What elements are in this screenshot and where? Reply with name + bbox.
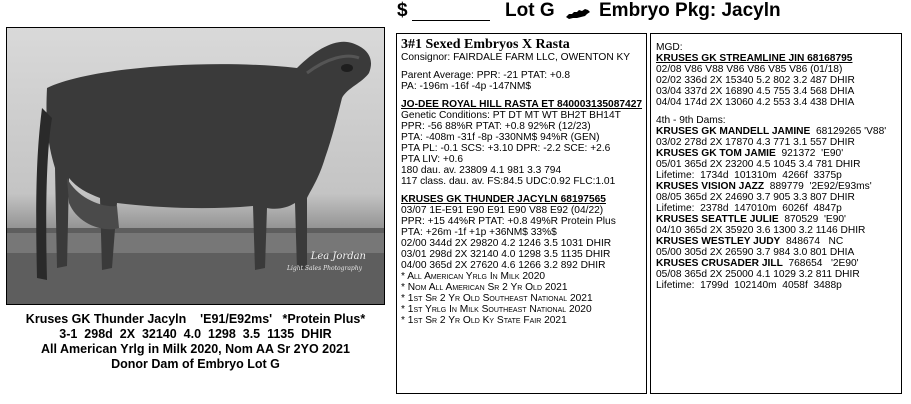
sire-info-line: PTA LIV: +0.6: [401, 154, 464, 165]
caption-line: Kruses GK Thunder Jacyln 'E91/E92ms' *Protein Plus*: [25, 312, 366, 326]
photo-caption: [6, 312, 385, 372]
dam-entry-line: 05/08 365d 2X 25000 4.1 1029 3.2 811 DHIR: [656, 269, 860, 280]
dam-entry-name: KRUSES WESTLEY JUDY: [656, 236, 781, 247]
dam-entry-line: 03/02 278d 2X 17870 4.3 771 3.1 557 DHIR: [656, 137, 855, 148]
sire-info-line: Genetic Conditions: PT DT MT WT BH2T BH14T: [401, 110, 621, 121]
maternal-line-box: [650, 33, 902, 394]
mgd-info-line: 04/04 174d 2X 13060 4.2 553 3.4 438 DHIA: [656, 97, 855, 108]
dam-entry-line: 05/01 365d 2X 23200 4.5 1045 3.4 781 DHIR: [656, 159, 861, 170]
caption-line: Donor Dam of Embryo Lot G: [111, 357, 280, 371]
lot-details-box: [396, 33, 647, 394]
dam-entry-tail: 889779 '2E92/E93ms': [764, 181, 872, 192]
dam-info-line: PPR: +15 44%R PTAT: +0.8 49%R Protein Plus: [401, 216, 616, 227]
dam-entry-name: KRUSES CRUSADER JILL: [656, 258, 783, 269]
dam-entry-heading: [656, 126, 896, 137]
sire-name: JO-DEE ROYAL HILL RASTA ET 840003135087427: [401, 99, 643, 110]
dam-entry-name: KRUSES SEATTLE JULIE: [656, 214, 779, 225]
price-blank-line: [412, 20, 490, 21]
dam-name: KRUSES GK THUNDER JACYLN 68197565: [401, 194, 606, 205]
kentucky-outline-icon: [565, 4, 591, 26]
dam-info: [401, 205, 642, 271]
dam-entry-heading: [656, 258, 896, 269]
mgd-label: MGD:: [656, 42, 683, 53]
photo-credit-sub: Light Sales Photography: [287, 265, 362, 272]
dam-entry-tail: 848674 NC: [780, 236, 844, 247]
caption-line: 3-1 298d 2X 32140 4.0 1298 3.5 1135 DHIR: [59, 327, 332, 341]
sire-info-line: 180 dau. av. 23809 4.1 981 3.3 794: [401, 165, 562, 176]
dam-info-line: 02/00 344d 2X 29820 4.2 1246 3.5 1031 DHIR: [401, 238, 612, 249]
photo-credit: Lea Jordan: [310, 251, 366, 262]
dam-entry-line: 05/00 305d 2X 26590 3.7 984 3.0 801 DHIA: [656, 247, 855, 258]
embryo-pkg-label: Embryo Pkg: Jacyln: [599, 0, 781, 21]
dam-entry-tail: 68129265 'V88': [810, 126, 887, 137]
lot-title: 3#1 Sexed Embryos X Rasta: [401, 37, 570, 52]
dam-entry-name: KRUSES GK MANDELL JAMINE: [656, 126, 811, 137]
sire-info-line: PTA: -408m -31f -8p -330NM$ 94%R (GEN): [401, 132, 600, 143]
dams-label: 4th - 9th Dams:: [656, 115, 726, 126]
caption-line: All American Yrlg in Milk 2020, Nom AA Sr 2YO 2021: [41, 342, 350, 356]
sire-info-line: 117 class. dau. av. FS:84.5 UDC:0.92 FLC:1.01: [401, 176, 616, 187]
dam-entry-tail: 768654 '2E90': [782, 258, 859, 269]
dam-info-line: 03/01 298d 2X 32140 4.0 1298 3.5 1135 DHIR: [401, 249, 611, 260]
dam-info-line: 03/07 1E-E91 E90 E91 E90 V88 E92 (04/22): [401, 205, 604, 216]
dam-info-line: PTA: +26m -1f +1p +36NM$ 33%$: [401, 227, 557, 238]
dam-entry-line: Lifetime: 2378d 147010m 6026f 4847p: [656, 203, 842, 214]
honor-line: * Nom All American Sr 2 Yr Old 2021: [401, 282, 568, 293]
price-dollar-sign: $: [397, 0, 408, 21]
dam-entry-line: Lifetime: 1799d 102140m 4058f 3488p: [656, 280, 842, 291]
cow-illustration: [7, 28, 385, 305]
sire-info: [401, 110, 642, 187]
dam-entry-heading: [656, 181, 896, 192]
sire-info-line: PPR: -56 88%R PTAT: +0.8 92%R (12/23): [401, 121, 591, 132]
sire-info-line: PTA PL: -0.1 SCS: +3.10 DPR: -2.2 SCE: +2.6: [401, 143, 611, 154]
dam-honors: [401, 271, 642, 326]
mgd-info: [656, 64, 896, 108]
dams-list: [656, 126, 896, 291]
honor-line: * 1st Sr 2 Yr Old Ky State Fair 2021: [401, 315, 567, 326]
mgd-info-line: 02/02 336d 2X 15340 5.2 802 3.2 487 DHIR: [656, 75, 855, 86]
consignor: Consignor: FAIRDALE FARM LLC, OWENTON KY: [401, 52, 631, 63]
parent-average-pa: PA: -196m -16f -4p -147NM$: [401, 81, 532, 92]
dam-entry-line: 04/10 365d 2X 35920 3.6 1300 3.2 1146 DHIR: [656, 225, 866, 236]
dam-entry-heading: [656, 236, 896, 247]
dam-entry-heading: [656, 148, 896, 159]
mgd-info-line: 03/04 337d 2X 16890 4.5 755 3.4 568 DHIA: [656, 86, 855, 97]
cow-photo: [6, 27, 385, 305]
dam-entry-name: KRUSES GK TOM JAMIE: [656, 148, 776, 159]
mgd-info-line: 02/08 V86 V88 V86 V86 V85 V86 (01/18): [656, 64, 843, 75]
lot-header: [397, 0, 907, 24]
dam-entry-tail: 870529 'E90': [778, 214, 846, 225]
lot-label: Lot G: [505, 0, 555, 21]
mgd-name: KRUSES GK STREAMLINE JIN 68168795: [656, 53, 853, 64]
honor-line: * 1st Sr 2 Yr Old Southeast National 2021: [401, 293, 593, 304]
honor-line: * All American Yrlg In Milk 2020: [401, 271, 546, 282]
dam-entry-line: Lifetime: 1734d 101310m 4266f 3375p: [656, 170, 842, 181]
dam-entry-tail: 921372 'E90': [775, 148, 844, 159]
dam-entry-heading: [656, 214, 896, 225]
parent-average: Parent Average: PPR: -21 PTAT: +0.8: [401, 70, 571, 81]
honor-line: * 1st Yrlg In Milk Southeast National 2020: [401, 304, 592, 315]
dam-entry-line: 08/05 365d 2X 24690 3.7 905 3.3 807 DHIR: [656, 192, 855, 203]
dam-entry-name: KRUSES VISION JAZZ: [656, 181, 765, 192]
dam-info-line: 04/00 365d 2X 27620 4.6 1266 3.2 892 DHIR: [401, 260, 606, 271]
